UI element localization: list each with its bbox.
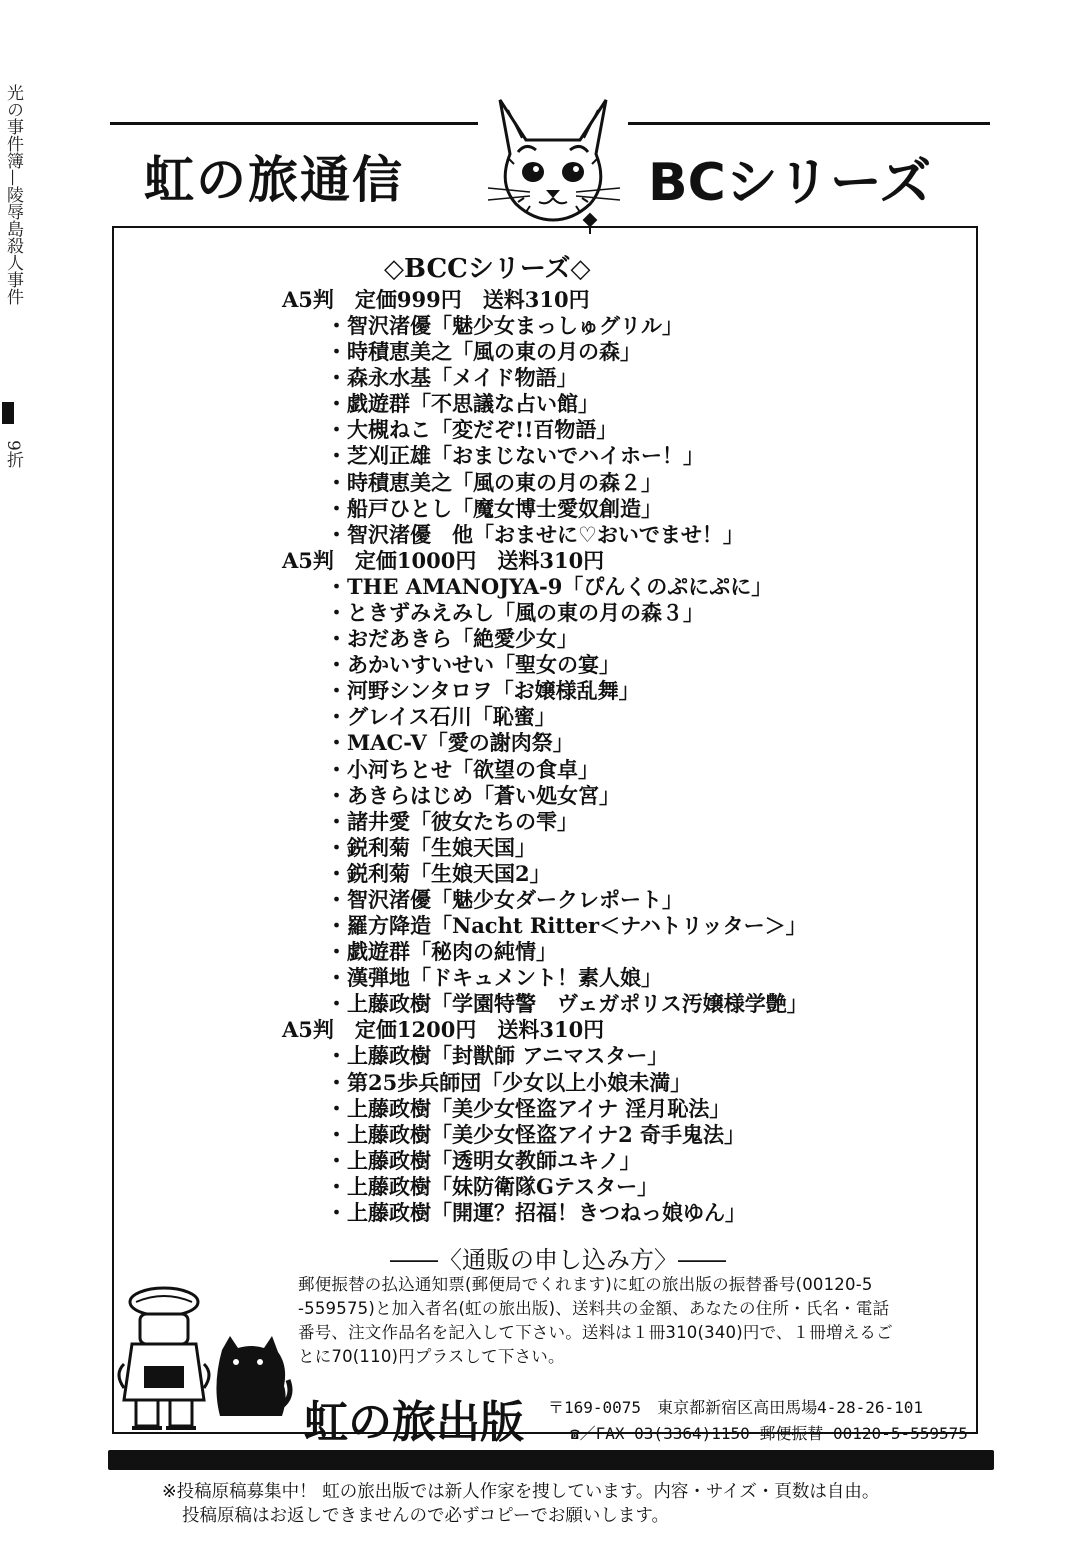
- list-item: ・諸井愛「彼女たちの雫」: [326, 808, 578, 834]
- list-item: ・河野シンタロヲ「お嬢様乱舞」: [326, 678, 640, 704]
- list-item: ・上藤政樹「学園特警 ヴェガポリス汚嬢様学艶」: [326, 991, 808, 1017]
- order-howto-title: ――〈通販の申し込み方〉――: [390, 1246, 726, 1274]
- list-item: ・智沢渚優「魅少女まっしゅグリル」: [326, 313, 683, 338]
- publisher-name: 虹の旅出版: [304, 1397, 524, 1448]
- list-item: ・鋭利菊「生娘天国2」: [326, 860, 551, 886]
- list-item: ・芝刈正雄「おまじないでハイホー！」: [326, 443, 704, 469]
- howto-line: 番号、注文作品名を記入して下さい。送料は１冊310(340)円で、１冊増えるご: [298, 1323, 893, 1342]
- bcc-series-title: ◇BCCシリーズ◇: [384, 254, 591, 284]
- list-item: ・智沢渚優「魅少女ダークレポート」: [326, 886, 683, 912]
- publisher-address: 〒169-0075 東京都新宿区高田馬場4-28-26-101: [548, 1398, 924, 1417]
- price-group-999: A5判 定価999円 送料310円: [282, 287, 590, 312]
- cat-illustration: [478, 92, 628, 237]
- howto-line: 郵便振替の払込通知票(郵便局でくれます)に虹の旅出版の振替番号(00120-5: [298, 1275, 873, 1294]
- list-item: ・上藤政樹「美少女怪盗アイナ 淫月恥法」: [326, 1095, 731, 1121]
- divider-bar: [108, 1450, 994, 1470]
- list-item: ・上藤政樹「透明女教師ユキノ」: [326, 1147, 641, 1173]
- list-item: ・漢弾地「ドキュメント！素人娘」: [326, 965, 662, 991]
- list-item: ・あきらはじめ「蒼い処女宮」: [326, 782, 620, 808]
- series-header-title: BCシリーズ: [648, 153, 932, 213]
- list-item: ・おだあきら「絶愛少女」: [326, 626, 578, 652]
- list-item: ・船戸ひとし「魔女博士愛奴創造」: [326, 495, 662, 521]
- list-item: ・MAC-V「愛の謝肉祭」: [326, 730, 574, 756]
- list-item: ・鋭利菊「生娘天国」: [326, 834, 536, 860]
- list-item: ・大槻ねこ「変だぞ!!百物語」: [326, 417, 618, 443]
- publisher-contact: ☎／FAX 03(3364)1150 郵便振替 00120-5-559575: [570, 1424, 968, 1443]
- list-item: ・あかいすいせい「聖女の宴」: [326, 652, 620, 678]
- price-group-1000: A5判 定価1000円 送料310円: [282, 547, 605, 573]
- list-item: ・上藤政樹「封獣師 アニマスター」: [326, 1043, 669, 1069]
- howto-line: -559575)と加入者名(虹の旅出版)、送料共の金額、あなたの住所・氏名・電話: [298, 1299, 890, 1318]
- list-item: ・上藤政樹「美少女怪盗アイナ2 奇手鬼法」: [326, 1121, 746, 1147]
- howto-line: とに70(110)円プラスして下さい。: [298, 1347, 565, 1366]
- margin-page-number: 9折: [3, 440, 23, 468]
- list-item: ・第25歩兵師団「少女以上小娘未満」: [326, 1069, 692, 1095]
- list-item: ・上藤政樹「妹防衛隊Gテスター」: [326, 1173, 659, 1199]
- margin-marker: [2, 402, 14, 424]
- catalog-list: [282, 284, 922, 1223]
- price-group-1200: A5判 定価1200円 送料310円: [282, 1017, 605, 1043]
- list-item: ・智沢渚優 他「おませに♡おいでませ！」: [326, 521, 744, 547]
- list-item: ・上藤政樹「開運？招福！きつねっ娘ゆん」: [326, 1200, 746, 1225]
- list-item: ・小河ちとせ「欲望の食卓」: [326, 756, 599, 782]
- list-item: ・ときずみえみし「風の東の月の森３」: [326, 599, 704, 625]
- mascot-illustration: [114, 1280, 294, 1440]
- list-item: ・戯遊群「秘肉の純情」: [326, 939, 557, 965]
- list-item: ・グレイス石川「恥蜜」: [326, 704, 556, 730]
- list-item: ・THE AMANOJYA-9「ぴんくのぷにぷに」: [326, 573, 773, 599]
- list-item: ・時積恵美之「風の東の月の森」: [326, 339, 641, 365]
- margin-book-title: 光の事件簿—陵辱島殺人事件: [3, 84, 23, 305]
- list-item: ・森永水基「メイド物語」: [326, 365, 578, 391]
- submission-notice-2: 投稿原稿はお返しできませんので必ずコピーでお願いします。: [182, 1506, 670, 1526]
- newsletter-title: 虹の旅通信: [144, 151, 404, 209]
- list-item: ・時積恵美之「風の東の月の森２」: [326, 469, 662, 495]
- submission-notice: ※投稿原稿募集中！ 虹の旅出版では新人作家を捜しています。内容・サイズ・頁数は自由。: [162, 1482, 880, 1502]
- list-item: ・羅方降造「Nacht Ritter＜ナハトリッター＞」: [326, 913, 807, 939]
- order-howto-text: [298, 1273, 960, 1369]
- list-item: ・戯遊群「不思議な占い館」: [326, 391, 599, 417]
